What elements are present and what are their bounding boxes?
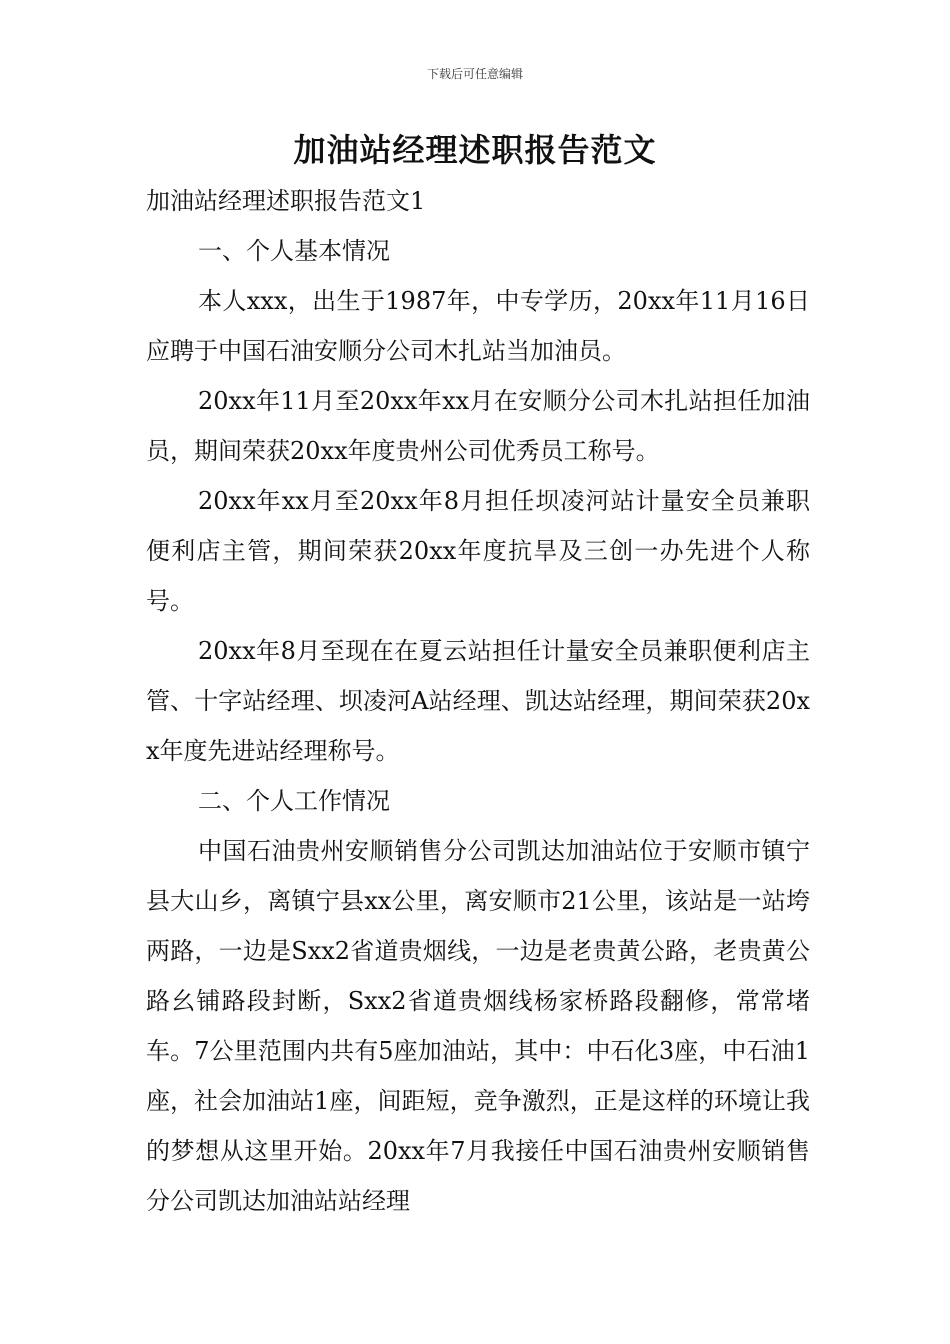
page-title: 加油站经理述职报告范文 [293,131,657,169]
section-heading-1: 一、个人基本情况 [198,237,390,265]
section-subtitle: 加油站经理述职报告范文1 [146,187,426,215]
section-heading-2: 二、个人工作情况 [198,787,390,815]
document-body [146,176,810,1226]
paragraph-intro: 本人xxx，出生于1987年，中专学历，20xx年11月16日应聘于中国石油安顺分公司木扎站当加油员。 [146,287,810,365]
paragraph-history-3: 20xx年8月至现在在夏云站担任计量安全员兼职便利店主管、十字站经理、坝凌河A站经理、凯达站经理，期间荣获20xx年度先进站经理称号。 [146,637,810,765]
header-note: 下载后可任意编辑 [426,67,523,81]
paragraph-work: 中国石油贵州安顺销售分公司凯达加油站位于安顺市镇宁县大山乡，离镇宁县xx公里，离安顺市21公里，该站是一站垮两路，一边是Sxx2省道贵烟线，一边是老贵黄公路，老贵黄公路幺铺路段封断，Sxx2省道贵烟线杨家桥路段翻修，常常堵车。7公里范围内共有5座加油站，其中：中石化3座，中石油1座，社会加油站1座，间距短，竞争激烈，正是这样的环境让我的梦想从这里开始。20xx年7月我接任中国石油贵州安顺销售分公司凯达加油站站经理 [146,837,810,1215]
paragraph-history-2: 20xx年xx月至20xx年8月担任坝凌河站计量安全员兼职便利店主管，期间荣获20xx年度抗旱及三创一办先进个人称号。 [146,487,810,615]
paragraph-history-1: 20xx年11月至20xx年xx月在安顺分公司木扎站担任加油员，期间荣获20xx年度贵州公司优秀员工称号。 [146,387,810,465]
